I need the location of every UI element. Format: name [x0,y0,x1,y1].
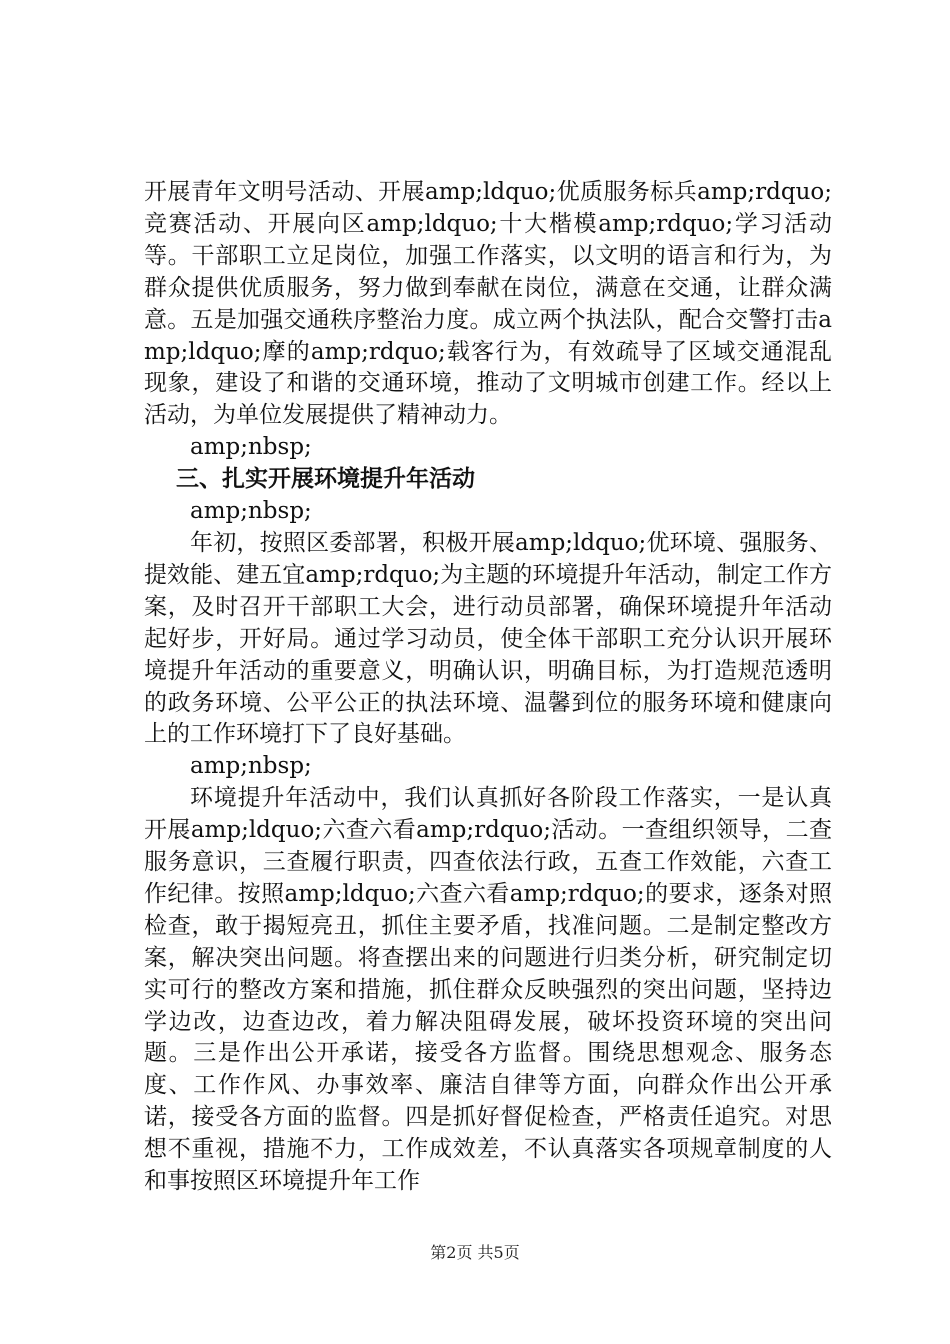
paragraph-spacer-2: amp;nbsp; [190,498,312,525]
paragraph-3: 环境提升年活动中，我们认真抓好各阶段工作落实，一是认真开展amp;ldquo;六查六看amp;rdquo;活动。一查组织领导，二查服务意识，三查履行职责，四查依法行政，五查工作效能，六查工作纪律。按照amp;ldquo;六查六看amp;rdquo;的要求，逐条对照检查，敢于揭短亮丑，抓住主要矛盾，找准问题。二是制定整改方案，解决突出问题。将查摆出来的问题进行归类分析，研究制定切实可行的整改方案和措施，抓住群众反映强烈的突出问题，坚持边学边改，边查边改，着力解决阻碍发展，破坏投资环境的突出问题。三是作出公开承诺，接受各方监督。围绕思想观念、服务态度、工作作风、办事效率、廉洁自律等方面，向群众作出公开承诺，接受各方面的监督。四是抓好督促检查，严格责任追究。对思想不重视，措施不力，工作成效差，不认真落实各项规章制度的人和事按照区环境提升年工作 [144,785,832,1195]
document-body [144,177,832,1198]
paragraph-spacer-3: amp;nbsp; [190,753,312,780]
page-footer [0,1243,950,1263]
section-heading: 三、扎实开展环境提升年活动 [176,466,475,493]
paragraph-2: 年初，按照区委部署，积极开展amp;ldquo;优环境、强服务、提效能、建五宜amp;rdquo;为主题的环境提升年活动，制定工作方案，及时召开干部职工大会，进行动员部署，确保环境提升年活动起好步，开好局。通过学习动员，使全体干部职工充分认识开展环境提升年活动的重要意义，明确认识，明确目标，为打造规范透明的政务环境、公平公正的执法环境、温馨到位的服务环境和健康向上的工作环境打下了良好基础。 [144,529,832,748]
paragraph-spacer-1: amp;nbsp; [190,434,312,461]
page-number-label: 第2页 共5页 [430,1243,520,1262]
paragraph-1: 开展青年文明号活动、开展amp;ldquo;优质服务标兵amp;rdquo;竞赛活动、开展向区amp;ldquo;十大楷模amp;rdquo;学习活动等。干部职工立足岗位，加强工作落实，以文明的语言和行为，为群众提供优质服务，努力做到奉献在岗位，满意在交通，让群众满意。五是加强交通秩序整治力度。成立两个执法队，配合交警打击amp;ldquo;摩的amp;rdquo;载客行为，有效疏导了区域交通混乱现象，建设了和谐的交通环境，推动了文明城市创建工作。经以上活动，为单位发展提供了精神动力。 [144,179,832,429]
